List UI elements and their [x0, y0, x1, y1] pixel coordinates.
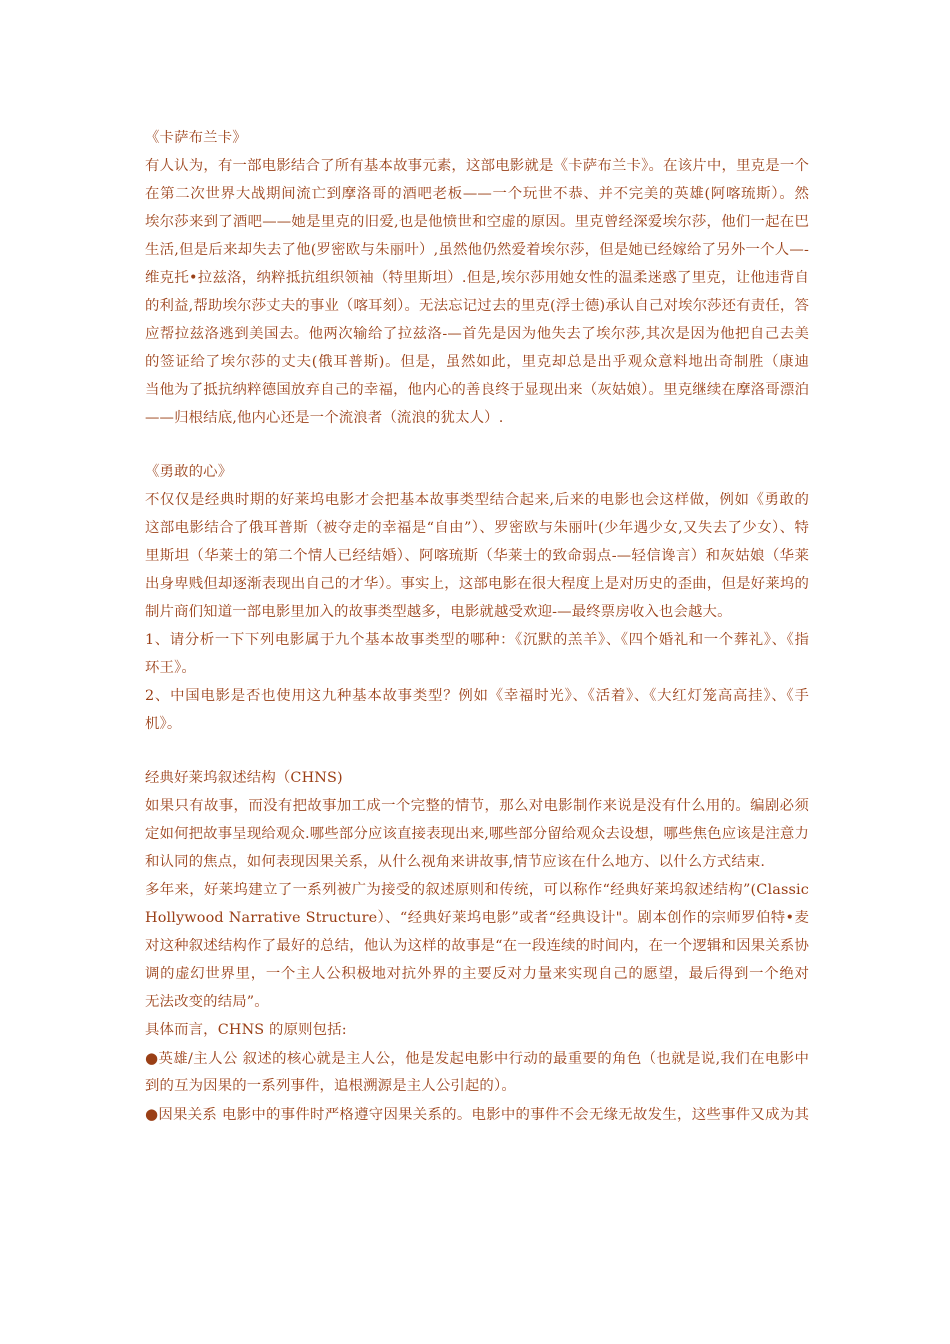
- bullet-icon: ●: [145, 1049, 159, 1067]
- paragraph-line: 具体而言，CHNS 的原则包括:: [145, 1022, 347, 1038]
- paragraph-line: 维克托•拉兹洛，纳粹抵抗组织领袖（特里斯坦）.但是,埃尔莎用她女性的温柔迷惑了里克，让他违背自: [145, 270, 809, 286]
- paragraph-line: 这部电影结合了俄耳普斯（被夺走的幸福是“自由”）、罗密欧与朱丽叶(少年遇少女,又失去了少女）、特: [145, 520, 809, 536]
- section-title-braveheart: 《勇敢的心》: [145, 464, 233, 480]
- paragraph-line: 里斯坦（华莱士的第二个情人已经结婚）、阿喀琉斯（华莱士的致命弱点-—轻信谗言）和灰姑娘（华莱: [145, 548, 809, 564]
- paragraph-line: 应帮拉兹洛逃到美国去。他两次输给了拉兹洛-—首先是因为他失去了埃尔莎,其次是因为他把自己去美: [145, 326, 809, 342]
- bullet-item-hero: [145, 1044, 809, 1072]
- paragraph-line: 在第二次世界大战期间流亡到摩洛哥的酒吧老板——一个玩世不恭、并不完美的英雄(阿喀琉斯）。然: [145, 186, 809, 202]
- question-line: 机》。: [145, 716, 182, 732]
- paragraph-line: 的利益,帮助埃尔莎丈夫的事业（喀耳刻）。无法忘记过去的里克(浮士德)承认自己对埃尔莎还有责任，答: [145, 298, 809, 314]
- paragraph-line: 当他为了抵抗纳粹德国放弃自己的幸福，他内心的善良终于显现出来（灰姑娘）。里克继续在摩洛哥漂泊: [145, 382, 809, 398]
- bullet-text: 英雄/主人公 叙述的核心就是主人公，他是发起电影中行动的最重要的角色（也就是说,我们在电影中: [158, 1051, 809, 1067]
- section-spacer: [145, 432, 809, 458]
- paragraph-line: 无法改变的结局”。: [145, 994, 269, 1010]
- question-line: 2、中国电影是否也使用这九种基本故事类型？例如《幸福时光》、《活着》、《大红灯笼高高挂》、《手: [145, 688, 809, 704]
- paragraph-line: 不仅仅是经典时期的好莱坞电影才会把基本故事类型结合起来,后来的电影也会这样做，例如《勇敢的: [145, 492, 809, 508]
- bullet-continuation: 到的互为因果的一系列事件，追根溯源是主人公引起的）。: [145, 1078, 516, 1094]
- bullet-text: 因果关系 电影中的事件时严格遵守因果关系的。电影中的事件不会无缘无故发生，这些事件又成为其: [158, 1107, 809, 1123]
- paragraph-line: 埃尔莎来到了酒吧——她是里克的旧爱,也是他愤世和空虚的原因。里克曾经深爱埃尔莎，他们一起在巴: [145, 214, 809, 230]
- section-title-casablanca: 《卡萨布兰卡》: [145, 130, 247, 146]
- question-line: 1、请分析一下下列电影属于九个基本故事类型的哪种：《沉默的羔羊》、《四个婚礼和一个葬礼》、《指: [145, 632, 809, 648]
- paragraph-line: 制片商们知道一部电影里加入的故事类型越多，电影就越受欢迎-—最终票房收入也会越大。: [145, 604, 732, 620]
- question-line: 环王》。: [145, 660, 196, 676]
- paragraph-line: 出身卑贱但却逐渐表现出自己的才华）。事实上，这部电影在很大程度上是对历史的歪曲，但是好莱坞的: [145, 576, 809, 592]
- paragraph-line: 有人认为，有一部电影结合了所有基本故事元素，这部电影就是《卡萨布兰卡》。在该片中，里克是一个: [145, 158, 809, 174]
- section-title-chns: 经典好莱坞叙述结构（CHNS): [145, 770, 343, 786]
- paragraph-line: 多年来，好莱坞建立了一系列被广为接受的叙述原则和传统，可以称作“经典好莱坞叙述结构”(Classic: [145, 882, 809, 898]
- paragraph-line: 生活,但是后来却失去了他(罗密欧与朱丽叶）,虽然他仍然爱着埃尔莎，但是她已经嫁给了另外一个人—-: [145, 242, 809, 258]
- paragraph-line: 和认同的焦点，如何表现因果关系，从什么视角来讲故事,情节应该在什么地方、以什么方式结束.: [145, 854, 766, 870]
- paragraph-line: 对这种叙述结构作了最好的总结，他认为这样的故事是“在一段连续的时间内，在一个逻辑和因果关系协: [145, 938, 809, 954]
- paragraph-line: 调的虚幻世界里，一个主人公积极地对抗外界的主要反对力量来实现自己的愿望，最后得到一个绝对: [145, 966, 809, 982]
- paragraph-line: 的签证给了埃尔莎的丈夫(俄耳普斯)。但是，虽然如此，里克却总是出乎观众意料地出奇制胜（康迪: [145, 354, 809, 370]
- paragraph-line: 如果只有故事，而没有把故事加工成一个完整的情节，那么对电影制作来说是没有什么用的。编剧必须: [145, 798, 809, 814]
- paragraph-line: 定如何把故事呈现给观众.哪些部分应该直接表现出来,哪些部分留给观众去设想，哪些焦色应该是注意力: [145, 826, 809, 842]
- bullet-icon: ●: [145, 1105, 159, 1123]
- bullet-item-causality: [145, 1100, 809, 1128]
- section-spacer: [145, 738, 809, 764]
- paragraph-line: ——归根结底,他内心还是一个流浪者（流浪的犹太人）.: [145, 410, 504, 426]
- paragraph-line: Hollywood Narrative Structure）、“经典好莱坞电影”或者“经典设计"。剧本创作的宗师罗伯特•麦: [145, 910, 809, 926]
- document-page: [145, 124, 809, 1128]
